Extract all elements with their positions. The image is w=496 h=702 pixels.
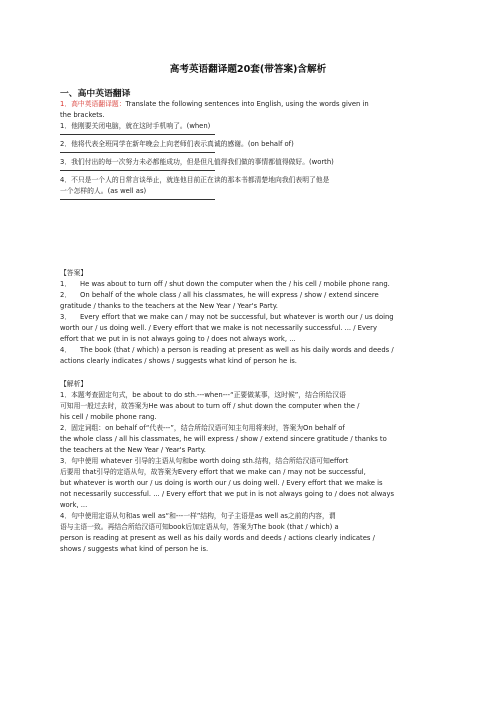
- answer-blank-1: [60, 134, 215, 135]
- analysis-line: 4．句中使用定语从句和as well as“和---一样”结构，句子主语是as well as之前的内容，谓: [60, 512, 336, 520]
- analysis-line: his cell / mobile phone rang.: [60, 413, 157, 421]
- answer-3-cont: worth our / us doing well. / Every effort that we make is not necessarily successful. ... / Every: [60, 324, 377, 332]
- question-4: 4．不只是一个人的日常言谈举止，就连他目前正在读的那本书都清楚地向我们表明了他是: [60, 176, 330, 184]
- answer-3-cont-2: effort that we put in is not always going to / does not always work, ...: [60, 335, 296, 343]
- answer-1: 1． He was about to turn off / shut down the computer when the / his cell / mobile phone rang.: [60, 280, 390, 288]
- answer-2-cont: gratitude / thanks to the teachers at the New Year / Year's Party.: [60, 302, 278, 310]
- section-heading: 一、高中英语翻译: [60, 89, 131, 99]
- answer-4-cont: actions clearly indicates / shows / suggests what kind of person he is.: [60, 357, 297, 365]
- answer-blank-4: [60, 199, 215, 200]
- question-2: 2．他将代表全班同学在新年晚会上向老师们表示真诚的感谢。(on behalf of): [60, 140, 294, 148]
- intro-prefix: 1．高中英语翻译题：: [60, 100, 126, 108]
- answer-3: 3． Every effort that we make can / may not be successful, but whatever is worth our / us doing: [60, 313, 394, 321]
- analysis-line: 1．本题考查固定句式，be about to do sth.---when---“正要做某事，这时候”，结合所给汉语: [60, 391, 346, 399]
- analysis-line: not necessarily successful. ... / Every effort that we put in is not always going to / does not always: [60, 490, 395, 498]
- analysis-block: [60, 379, 438, 555]
- intro-line: [60, 99, 438, 110]
- analysis-line: 2．固定词组：on behalf of“代表---”，结合所给汉语可知主句用将来时，答案为On behalf of: [60, 424, 345, 432]
- answer-2: 2． On behalf of the whole class / all his classmates, he will express / show / extend sincere: [60, 291, 379, 299]
- question-4-cont: 一个怎样的人。(as well as): [60, 187, 147, 195]
- answer-4: 4． The book (that / which) a person is reading at present as well as his daily words and deeds /: [60, 346, 394, 354]
- question-1: 1．他刚要关闭电脑，就在这时手机响了。(when): [60, 122, 211, 130]
- intro-text: Translate the following sentences into English, using the words given in: [125, 100, 369, 108]
- analysis-line: work, ...: [60, 501, 88, 509]
- intro-line-2: the brackets.: [60, 111, 105, 119]
- analysis-header: 【解析】: [60, 380, 88, 388]
- analysis-line: shows / suggests what kind of person he is.: [60, 545, 209, 553]
- analysis-line: 可知用一般过去时，故答案为He was about to turn off / shut down the computer when the /: [60, 402, 360, 410]
- answer-blank-2: [60, 152, 215, 153]
- analysis-line: 后要用 that引导的定语从句，故答案为Every effort that we make can / may not be successful,: [60, 468, 366, 476]
- document-title: 高考英语翻译题20套(带答案)含解析: [169, 64, 327, 75]
- analysis-line: 语与主语一致。再结合所给汉语可知book后加定语从句，答案为The book (that / which) a: [60, 523, 339, 531]
- answer-header: 【答案】: [60, 269, 88, 277]
- question-3: 3．我们付出的每一次努力未必都能成功，但是但凡值得我们做的事情都值得做好。(worth): [60, 158, 334, 166]
- analysis-line: 3．句中使用 whatever 引导的主语从句和be worth doing sth.结构，结合所给汉语可知effort: [60, 457, 349, 465]
- analysis-line: person is reading at present as well as his daily words and deeds / actions clearly indicates /: [60, 534, 375, 542]
- answers-block: [60, 268, 438, 367]
- questions-block: [60, 99, 438, 204]
- analysis-line: the whole class / all his classmates, he will express / show / extend sincere gratitude / thanks to: [60, 435, 387, 443]
- analysis-line: the teachers at the New Year / Year's Party.: [60, 446, 206, 454]
- answer-blank-3: [60, 170, 215, 171]
- analysis-line: but whatever is worth our / us doing is worth our / us doing well. / Every effort that we make is: [60, 479, 383, 487]
